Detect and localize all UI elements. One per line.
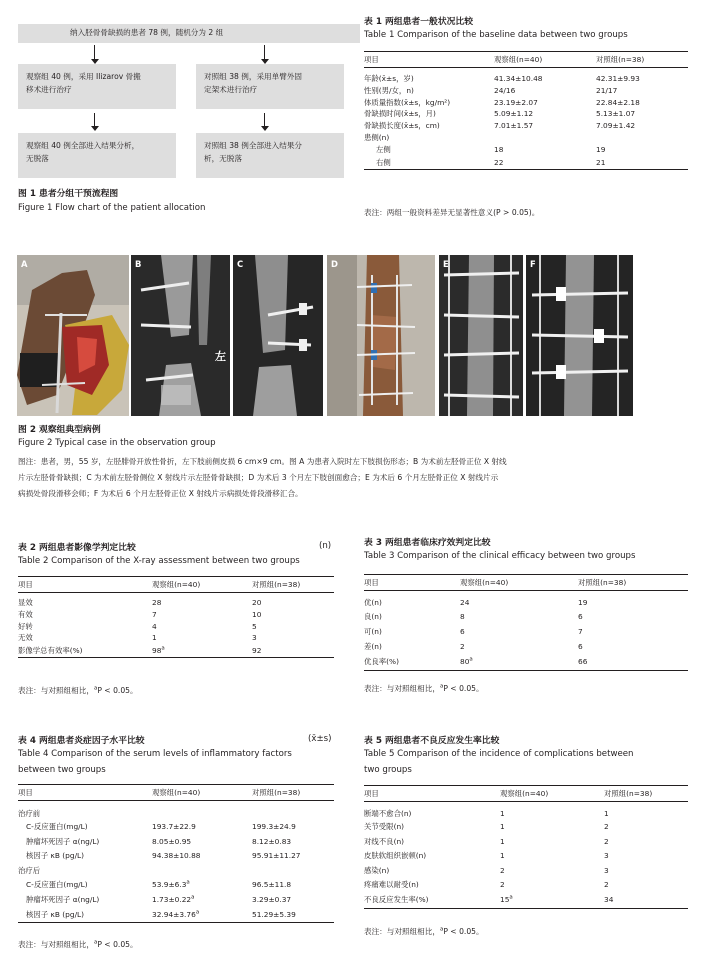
table-header-cell: 观察组(n=40) — [152, 577, 252, 593]
note-text: 表注：与对照组相比， — [18, 940, 94, 949]
table-header-cell: 观察组(n=40) — [460, 575, 578, 591]
table3 — [364, 574, 688, 671]
flowchart-obs-box1-line: 观察组 40 例，采用 Ilizarov 骨搬 — [26, 72, 141, 81]
table-cell: 7.01±1.57 — [494, 121, 534, 131]
table-row — [364, 654, 688, 671]
table-header-cell: 项目 — [364, 575, 460, 591]
table-header-cell: 项目 — [364, 52, 494, 68]
table4-title-en-line: between two groups — [18, 765, 106, 775]
flowchart-obs-box2 — [18, 133, 176, 178]
table-cell: 41.34±10.48 — [494, 74, 543, 84]
significance-mark: a — [439, 683, 444, 690]
table-cell: 92 — [252, 644, 334, 658]
table-row — [364, 108, 688, 120]
note-text: P < 0.05。 — [443, 684, 484, 693]
table-cell: 8 — [460, 611, 465, 621]
significance-mark: a — [186, 879, 190, 886]
table-cell: 95.91±11.27 — [252, 851, 301, 861]
table-cell: 年龄(x̄±s，岁) — [364, 74, 414, 84]
flowchart-obs-box2-line: 观察组 40 例全部进入结果分析， — [26, 141, 140, 150]
table-row — [18, 863, 334, 878]
significance-mark: a — [191, 894, 195, 901]
table-cell: 18 — [494, 144, 504, 154]
significance-mark: a — [195, 909, 200, 916]
panel-label: F — [530, 259, 536, 269]
table-row — [18, 820, 334, 835]
table1-title-cn: 表 1 两组患者一般状况比较 — [364, 17, 474, 27]
table-cell: 疼痛难以耐受(n) — [364, 880, 419, 890]
table-cell: 6 — [578, 611, 583, 621]
table-cell: 2 — [500, 880, 505, 890]
table-cell: 7.09±1.42 — [596, 121, 636, 131]
figure2-caption-en: Figure 2 Typical case in the observation group — [18, 438, 216, 448]
table-cell: 可(n) — [364, 626, 382, 636]
table-row — [364, 68, 688, 85]
table-cell: 10 — [252, 609, 262, 619]
flowchart-obs-box2-line: 无脱落 — [26, 153, 49, 163]
significance-mark: a — [439, 926, 444, 933]
table-cell: 28 — [152, 598, 162, 608]
table-cell: 1 — [500, 822, 505, 832]
table1 — [364, 51, 688, 170]
table-cell: 良(n) — [364, 611, 382, 621]
xray-ap-preop — [131, 255, 230, 416]
figure2-panel-e — [439, 255, 523, 416]
table-header-cell: 对照组(n=38) — [596, 52, 688, 68]
table4-note — [18, 939, 138, 950]
flowchart-top-box — [18, 24, 360, 43]
note-text: P < 0.05。 — [97, 686, 138, 695]
table-cell: 7 — [152, 609, 157, 619]
xray-ap-6-months-union — [526, 255, 633, 416]
significance-mark: a — [469, 656, 473, 663]
table-cell: 患侧(n) — [364, 133, 390, 143]
table5-note — [364, 926, 484, 937]
table-header-cell: 对照组(n=38) — [578, 575, 688, 591]
table-cell: 5 — [252, 621, 257, 631]
table-cell: 骨缺损时间(x̄±s，月) — [364, 109, 436, 119]
table-row — [18, 907, 334, 923]
table-cell: 断端不愈合(n) — [364, 809, 412, 819]
table4-title-cn: 表 4 两组患者炎症因子水平比较 — [18, 736, 145, 746]
table-row — [364, 639, 688, 654]
flowchart-ctrl-box1-line: 定架术进行治疗 — [204, 84, 258, 94]
table-header-row — [364, 52, 688, 68]
table-cell: 1 — [500, 809, 505, 819]
table4 — [18, 784, 334, 923]
table-header-cell: 项目 — [364, 786, 500, 802]
table-row — [364, 143, 688, 155]
panel-label: D — [331, 259, 338, 269]
table-row — [18, 644, 334, 658]
note-text: P < 0.05。 — [97, 940, 138, 949]
table-header-cell: 观察组(n=40) — [494, 52, 596, 68]
table-cell — [494, 132, 596, 144]
table-cell: 治疗后 — [18, 865, 41, 875]
table-row — [364, 820, 688, 835]
table-cell — [152, 863, 252, 878]
table-cell — [152, 907, 252, 923]
table-row — [364, 85, 688, 97]
table-cell: 19 — [596, 144, 606, 154]
table3-title-en: Table 3 Comparison of the clinical efficacy between two groups — [364, 551, 636, 561]
table-cell: 24/16 — [494, 85, 516, 95]
table-cell — [152, 878, 252, 893]
cell-value: 53.9±6.3 — [152, 880, 187, 890]
table-row — [364, 802, 688, 820]
table2-note — [18, 685, 138, 696]
table-cell: 8.05±0.95 — [152, 836, 192, 846]
table-cell: 3.29±0.37 — [252, 894, 292, 904]
table-cell: 无效 — [18, 633, 33, 643]
figure2-panel-f — [526, 255, 633, 416]
table-cell: 感染(n) — [364, 865, 390, 875]
table-row — [364, 892, 688, 908]
cell-value: 32.94±3.76 — [152, 909, 196, 919]
table-cell: 3 — [252, 633, 257, 643]
significance-mark: a — [161, 645, 165, 652]
table-cell — [152, 892, 252, 907]
table-cell: 199.3±24.9 — [252, 822, 296, 832]
clinical-photo-injured-leg — [17, 255, 129, 416]
table-cell — [460, 654, 578, 671]
figure2-panel-b — [131, 255, 230, 416]
table-cell: 3 — [604, 851, 609, 861]
table-row — [18, 878, 334, 893]
significance-mark: a — [93, 685, 98, 692]
table-row — [18, 892, 334, 907]
table-row — [18, 593, 334, 609]
flowchart-obs-box1 — [18, 64, 176, 109]
table-cell: 体质量指数(x̄±s，kg/m²) — [364, 97, 451, 107]
table-row — [18, 609, 334, 621]
table5-title-cn: 表 5 两组患者不良反应发生率比较 — [364, 736, 500, 746]
figure2-note-line: 病损处骨段滑移会师；F 为术后 6 个月左胫骨正位 X 射线片示病损处骨段滑移汇合。 — [18, 489, 303, 498]
table-cell: 不良反应发生率(%) — [364, 892, 500, 908]
table-row — [364, 96, 688, 108]
flowchart-ctrl-box2 — [196, 133, 344, 178]
note-text: 表注：与对照组相比， — [364, 927, 440, 936]
table-cell — [252, 863, 334, 878]
table5-title-en-line: two groups — [364, 765, 412, 775]
significance-mark: a — [509, 894, 513, 901]
table-row — [18, 834, 334, 849]
table-header-cell: 项目 — [18, 785, 152, 801]
table-cell: 34 — [604, 892, 688, 908]
figure2-caption-cn: 图 2 观察组典型病例 — [18, 425, 101, 435]
table-cell — [500, 892, 604, 908]
table-cell: 7 — [578, 626, 583, 636]
table-cell: 4 — [152, 621, 157, 631]
table-row — [364, 609, 688, 624]
flowchart-ctrl-box2-line: 对照组 38 例全部进入结果分 — [204, 141, 303, 150]
table-cell: 8.12±0.83 — [252, 836, 292, 846]
table-row — [364, 863, 688, 878]
figure1-caption-cn: 图 1 患者分组干预流程图 — [18, 189, 119, 199]
xray-lateral-preop — [233, 255, 323, 416]
table-row — [364, 624, 688, 639]
table-cell: 性别(男/女，n) — [364, 85, 414, 95]
flowchart-ctrl-box1-line: 对照组 38 例，采用单臂外固 — [204, 72, 303, 81]
table1-note: 表注：两组一般资料差异无显著性意义(P > 0.05)。 — [364, 208, 540, 217]
table-cell: 5.09±1.12 — [494, 109, 534, 119]
table-cell: 2 — [604, 880, 609, 890]
table-row — [364, 132, 688, 144]
table-cell: 优(n) — [364, 598, 382, 608]
table-cell: 20 — [252, 598, 262, 608]
table-header-row — [364, 786, 688, 802]
table-header-cell: 对照组(n=38) — [252, 577, 334, 593]
table-cell: 2 — [604, 836, 609, 846]
note-text: 表注：与对照组相比， — [18, 686, 94, 695]
table-cell: 22.84±2.18 — [596, 97, 640, 107]
table-cell: 6 — [578, 641, 583, 651]
table-cell: 193.7±22.9 — [152, 822, 196, 832]
table-cell: 好转 — [18, 621, 33, 631]
table-cell: 肿瘤坏死因子 α(ng/L) — [26, 894, 100, 904]
significance-mark: a — [93, 939, 98, 946]
figure2-note-line: 片示左胫骨骨缺损；C 为术前左胫骨侧位 X 射线片示左胫骨骨缺损；D 为术后 3 个月左下肢创面愈合；E 为术后 6 个月左胫骨正位 X 射线片示 — [18, 473, 499, 482]
note-text: P < 0.05。 — [443, 927, 484, 936]
flowchart-top-text: 纳入胫骨骨缺损的患者 78 例，随机分为 2 组 — [70, 28, 224, 37]
panel-label: E — [443, 259, 449, 269]
table-cell: 1 — [152, 633, 157, 643]
table-cell: 96.5±11.8 — [252, 880, 292, 890]
table-cell: 66 — [578, 654, 688, 671]
table-cell: 1 — [604, 809, 609, 819]
table-cell: 核因子 κB (pg/L) — [18, 907, 152, 923]
table-cell — [152, 801, 252, 820]
table-cell: 5.13±1.07 — [596, 109, 636, 119]
table-cell: 21/17 — [596, 85, 618, 95]
table3-note — [364, 683, 484, 694]
cell-value: 80 — [460, 657, 470, 667]
table-cell: 左侧 — [376, 144, 391, 154]
flowchart-arrow — [94, 45, 95, 60]
flowchart-arrow — [94, 113, 95, 127]
table-row — [18, 632, 334, 644]
table4-unit: (x̄±s) — [308, 734, 332, 744]
table4-title-en-line: Table 4 Comparison of the serum levels of inflammatory factors — [18, 749, 292, 759]
flowchart-arrow — [264, 113, 265, 127]
table2-unit: (n) — [319, 541, 332, 551]
table-cell: 对线不良(n) — [364, 836, 405, 846]
table-cell: 皮肤软组织嵌顿(n) — [364, 851, 427, 861]
table-cell: 51.29±5.39 — [252, 907, 334, 923]
table-cell: 影像学总有效率(%) — [18, 644, 152, 658]
table-cell: 治疗前 — [18, 808, 41, 818]
table-cell — [252, 801, 334, 820]
table-header-row — [18, 577, 334, 593]
table-row — [364, 834, 688, 849]
table-cell: 1 — [500, 836, 505, 846]
cell-value: 98 — [152, 646, 162, 656]
panel-label: B — [135, 259, 142, 269]
cell-value: 1.73±0.22 — [152, 894, 192, 904]
table-cell: 骨缺损长度(x̄±s，cm) — [364, 121, 440, 131]
table3-title-cn: 表 3 两组患者临床疗效判定比较 — [364, 538, 491, 548]
table-cell: 2 — [500, 865, 505, 875]
figure2-panel-a — [17, 255, 129, 416]
table-cell — [152, 644, 252, 658]
xray-ap-6-months — [439, 255, 523, 416]
table-header-row — [364, 575, 688, 591]
flowchart-ctrl-box1 — [196, 64, 344, 109]
figure1-caption-en: Figure 1 Flow chart of the patient allocation — [18, 203, 206, 213]
table-cell: 肿瘤坏死因子 α(ng/L) — [26, 836, 100, 846]
table5 — [364, 785, 688, 909]
table2 — [18, 576, 334, 658]
xray-side-marker: 左 — [215, 350, 226, 363]
table-header-cell: 对照组(n=38) — [604, 786, 688, 802]
table-cell: 6 — [460, 626, 465, 636]
table-cell: 23.19±2.07 — [494, 97, 538, 107]
flowchart-ctrl-box2-line: 析，无脱落 — [204, 153, 242, 163]
note-text: 表注：与对照组相比， — [364, 684, 440, 693]
table-row — [18, 849, 334, 864]
table-cell: 3 — [604, 865, 609, 875]
table-cell: 22 — [494, 155, 596, 169]
table1-title-en: Table 1 Comparison of the baseline data between two groups — [364, 30, 628, 40]
table-header-cell: 观察组(n=40) — [152, 785, 252, 801]
table-cell: 21 — [596, 155, 688, 169]
figure2-panel-c — [233, 255, 323, 416]
flowchart-obs-box1-line: 移术进行治疗 — [26, 84, 72, 94]
table-cell: 1 — [500, 851, 505, 861]
clinical-photo-healed-leg — [327, 255, 435, 416]
table-cell: 2 — [604, 822, 609, 832]
table-cell: 优良率(%) — [364, 654, 460, 671]
table-cell: 核因子 κB (pg/L) — [26, 851, 85, 861]
table-cell: C-反应蛋白(mg/L) — [26, 822, 88, 832]
panel-label: C — [237, 259, 244, 269]
flowchart-arrow — [264, 45, 265, 60]
table-row — [364, 849, 688, 864]
table-cell: 94.38±10.88 — [152, 851, 201, 861]
table-cell: 19 — [578, 598, 588, 608]
table-cell: 右侧 — [364, 155, 494, 169]
table-cell: 差(n) — [364, 641, 382, 651]
table-row — [364, 155, 688, 169]
table2-title-cn: 表 2 两组患者影像学判定比较 — [18, 543, 136, 553]
table-cell: 关节受限(n) — [364, 822, 405, 832]
table-header-cell: 项目 — [18, 577, 152, 593]
table-row — [364, 120, 688, 132]
table-header-cell: 对照组(n=38) — [252, 785, 334, 801]
figure2-note-line: 图注：患者，男，55 岁，左胫腓骨开放性骨折，左下肢前侧皮损 6 cm×9 cm。图 A 为患者入院时左下肢损伤形态；B 为术前左胫骨正位 X 射线 — [18, 457, 507, 466]
table-header-cell: 观察组(n=40) — [500, 786, 604, 802]
figure2-panel-d — [327, 255, 435, 416]
table5-title-en-line: Table 5 Comparison of the incidence of complications between — [364, 749, 634, 759]
table-row — [364, 591, 688, 609]
table-cell: 2 — [460, 641, 465, 651]
panel-label: A — [21, 259, 28, 269]
cell-value: 15 — [500, 895, 510, 905]
table-cell — [596, 132, 688, 144]
table-row — [18, 801, 334, 820]
table-header-row — [18, 785, 334, 801]
table-cell: 42.31±9.93 — [596, 74, 640, 84]
table-row — [364, 878, 688, 893]
table-cell: C-反应蛋白(mg/L) — [26, 880, 88, 890]
table2-title-en: Table 2 Comparison of the X-ray assessment between two groups — [18, 556, 300, 566]
table-row — [18, 620, 334, 632]
table-cell: 显效 — [18, 598, 33, 608]
table-cell: 24 — [460, 598, 470, 608]
table-cell: 有效 — [18, 609, 33, 619]
